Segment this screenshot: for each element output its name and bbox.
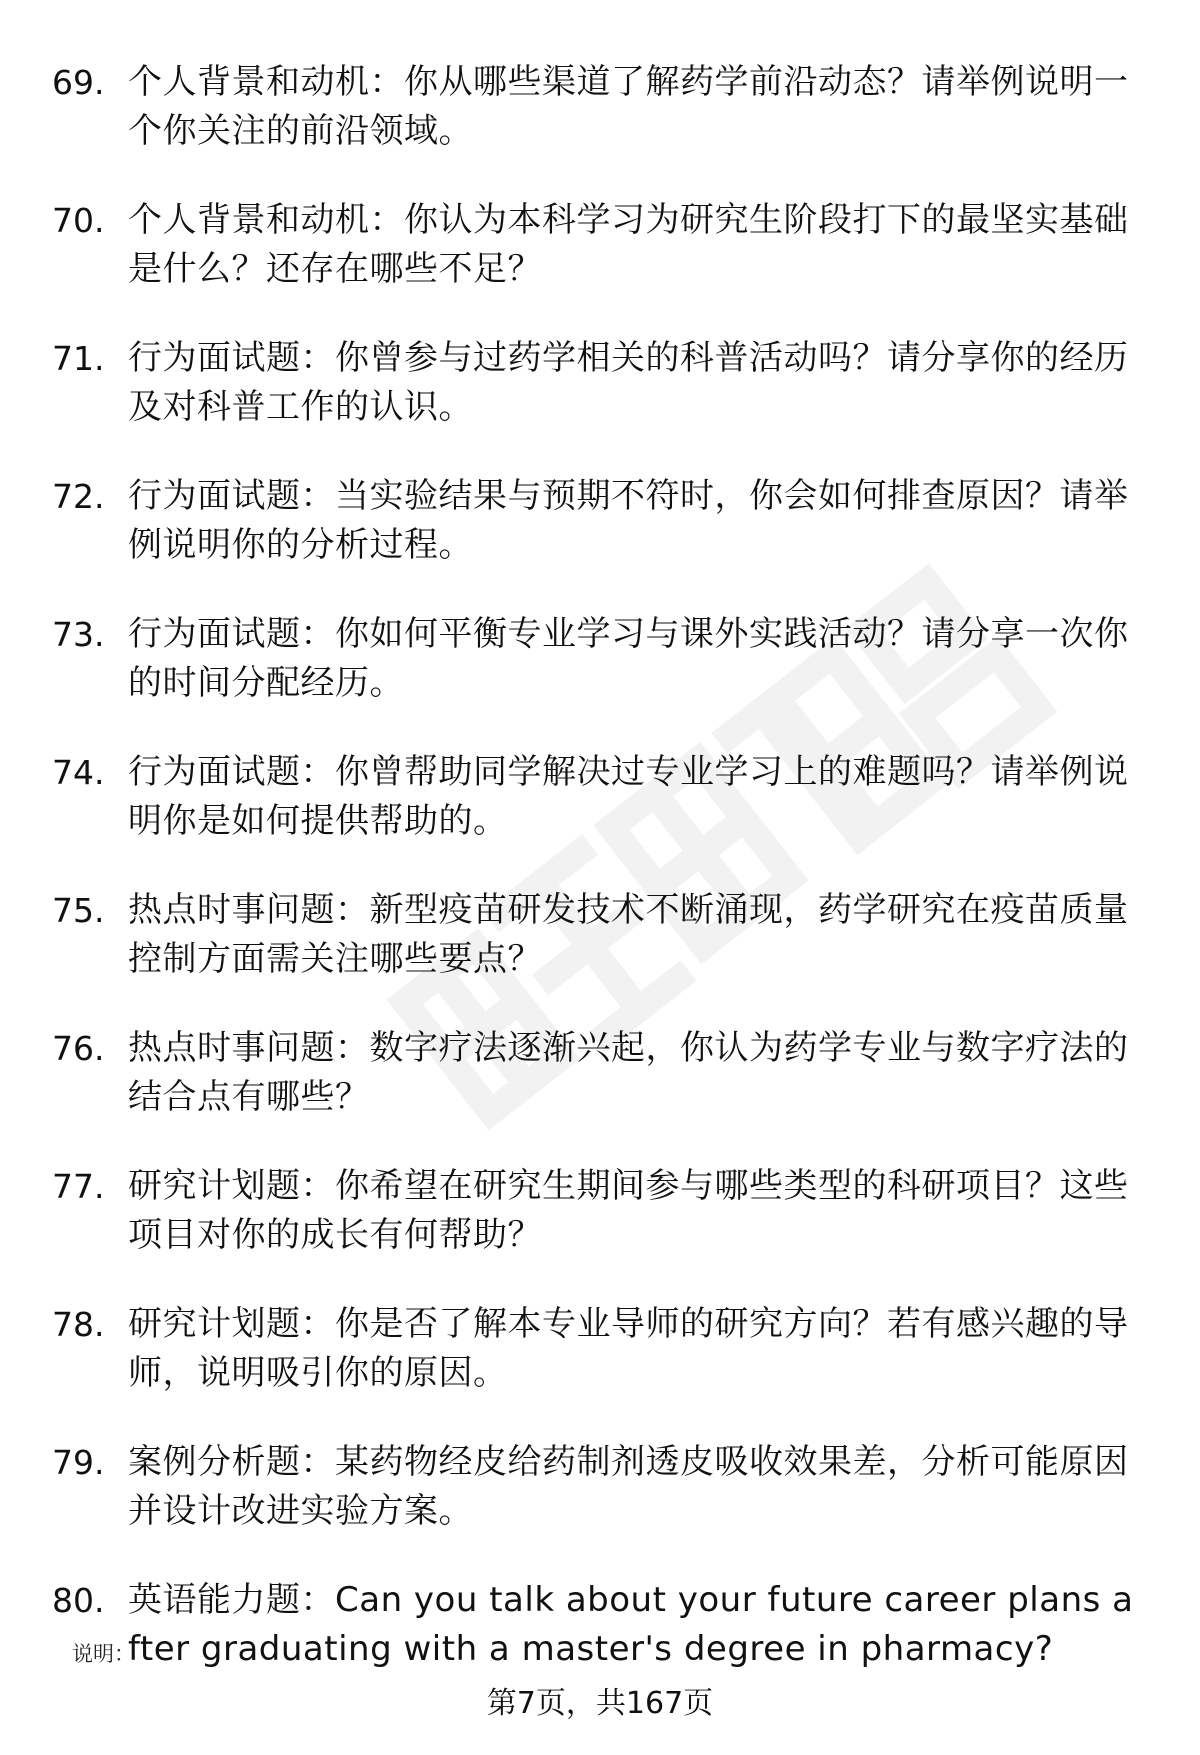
- question-number: 76.: [52, 1029, 105, 1068]
- question-number: 80.: [52, 1581, 105, 1620]
- question-text: 研究计划题：你希望在研究生期间参与哪些类型的科研项目？这些项目对你的成长有何帮助？: [128, 1166, 1129, 1255]
- question-text: 研究计划题：你是否了解本专业导师的研究方向？若有感兴趣的导师，说明吸引你的原因。: [128, 1304, 1129, 1393]
- question-number: 75.: [52, 891, 105, 930]
- question-number: 78.: [52, 1305, 105, 1344]
- question-item: [0, 196, 1200, 294]
- question-number: 73.: [52, 615, 105, 654]
- question-text: 行为面试题：你如何平衡专业学习与课外实践活动？请分享一次你的时间分配经历。: [128, 614, 1129, 703]
- question-item: [0, 334, 1200, 432]
- question-text: 行为面试题：当实验结果与预期不符时，你会如何排查原因？请举例说明你的分析过程。: [128, 476, 1129, 565]
- page-number-footer: 第7页，共167页: [486, 1686, 714, 1721]
- question-item: [0, 610, 1200, 708]
- question-item: [0, 1576, 1200, 1674]
- question-number: 72.: [52, 477, 105, 516]
- question-text: 行为面试题：你曾帮助同学解决过专业学习上的难题吗？请举例说明你是如何提供帮助的。: [128, 752, 1129, 841]
- question-text: 个人背景和动机：你认为本科学习为研究生阶段打下的最坚实基础是什么？还存在哪些不足？: [128, 200, 1129, 289]
- question-item: [0, 886, 1200, 984]
- question-text: 热点时事问题：数字疗法逐渐兴起，你认为药学专业与数字疗法的结合点有哪些？: [128, 1028, 1129, 1117]
- question-text: 行为面试题：你曾参与过药学相关的科普活动吗？请分享你的经历及对科普工作的认识。: [128, 338, 1129, 427]
- question-number: 74.: [52, 753, 105, 792]
- question-number: 69.: [52, 63, 105, 102]
- question-item: [0, 1300, 1200, 1398]
- question-number: 79.: [52, 1443, 105, 1482]
- question-text: 英语能力题：Can you talk about your future career plans after graduating with a master's degree in pharmacy?: [128, 1580, 1134, 1669]
- question-item: [0, 58, 1200, 156]
- question-item: [0, 748, 1200, 846]
- question-item: [0, 1024, 1200, 1122]
- question-number: 71.: [52, 339, 105, 378]
- question-text: 热点时事问题：新型疫苗研发技术不断涌现，药学研究在疫苗质量控制方面需关注哪些要点？: [128, 890, 1129, 979]
- question-number: 77.: [52, 1167, 105, 1206]
- question-text: 个人背景和动机：你从哪些渠道了解药学前沿动态？请举例说明一个你关注的前沿领域。: [128, 62, 1129, 151]
- question-item: [0, 1162, 1200, 1260]
- question-item: [0, 472, 1200, 570]
- note-label: 说明：: [72, 1642, 135, 1666]
- question-item: [0, 1438, 1200, 1536]
- question-text: 案例分析题：某药物经皮给药制剂透皮吸收效果差，分析可能原因并设计改进实验方案。: [128, 1442, 1129, 1531]
- question-list: [0, 58, 1200, 1714]
- question-number: 70.: [52, 201, 105, 240]
